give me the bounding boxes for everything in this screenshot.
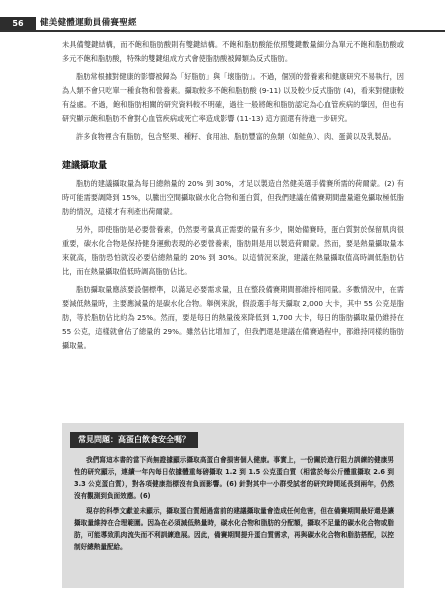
- body-paragraph: 許多食物裡含有脂肪，包含堅果、種籽、食用油、脂肪豐富的魚類（如鮭魚）、肉、蛋黃以及乳製品。: [76, 132, 396, 141]
- faq-body: [62, 448, 404, 553]
- page-number: 56: [0, 17, 36, 30]
- faq-box: [62, 423, 404, 588]
- body-paragraph: 脂肪常根據對健康的影響被歸為「好脂肪」與「壞脂肪」。不過，個別的營養素和健康研究不易執行，因為人類不會只吃單一種食物和營養素。攝取較多不飽和脂肪酸 (9-11) 以及較少反式脂肪 (4)，看來對健康較有益處。不過，飽和脂肪相關的研究資料較不明確，過往一般將飽和脂肪認定為心血管疾病的肇因，但也有研究顯示飽和脂肪不會對心血管疾病或死亡率造成影響 (11-13) 這方面還有待進一步研究。: [62, 72, 404, 123]
- page-header: [0, 0, 445, 30]
- faq-title: 常見問題：高蛋白飲食安全嗎？: [70, 432, 198, 448]
- body-text: [62, 38, 404, 353]
- section-paragraph: 脂肪的建議攝取量為每日總熱量的 20% 到 30%，才足以製造自然健美選手備賽所需的荷爾蒙。(2) 有時可能需要調降到 15%，以騰出空間攝取碳水化合物和蛋白質，但我們建議在備賽期間盡量避免攝取極低脂肪的情況，這樣才有利產出荷爾蒙。: [62, 179, 404, 216]
- faq-paragraph: 現存的科學文獻並未顯示，攝取蛋白質超過當前的建議攝取量會造成任何危害，但在備賽期間最好還是讓攝取量維持在合理範圍。因為在必須減低熱量時，碳水化合物和脂肪的分配額，攝取不足量的碳水化合物或脂肪，可能導致肌肉流失而不利訓練進展。因此，備賽期間提升蛋白質需求，再與碳水化合物和脂肪搭配，以控制好總熱量配給。: [74, 507, 394, 551]
- body-paragraph: 未具備雙鍵結構，而不飽和脂肪酸則有雙鍵結構。不飽和脂肪酸能依照雙鍵數量細分為單元不飽和脂肪酸或多元不飽和脂肪酸，特殊的雙鍵組成方式會使脂肪酸被歸類為反式脂肪。: [62, 40, 404, 63]
- running-title: 健美健體運動員備賽聖經: [40, 18, 137, 28]
- section-paragraph: 脂肪攝取量應該要設個標準，以滿足必要需求量，且在整段備賽期間都維持相同量。多數情況中，在需要減低熱量時，主要應減量的是碳水化合物。舉例來說，假設選手每天攝取 2,000 大卡，其中 55 公克是脂肪，等於脂肪佔比約為 25%。然而，要是每日的熱量後來降低到 1,700 大卡，每日的脂肪攝取量仍維持在 55 公克，這樣就會佔了總量的 29%。雖然佔比增加了，但我們還是建議在備賽過程中，都維持同樣的脂肪攝取量。: [62, 285, 404, 350]
- section-title: 建議攝取量: [62, 161, 108, 171]
- header-rule: [0, 30, 445, 32]
- section-paragraph: 另外，即使脂肪是必要營養素，仍然要考量真正需要的量有多少，開始備賽時，蛋白質對於保留肌肉很重要，碳水化合物是保持健身運動表現的必要營養素，脂肪則是用以製造荷爾蒙。然而，要是熱量攝取量本來就高，脂肪恐怕就沒必要佔總熱量的 20% 到 30%。以這情況來說，建議在熱量攝取值高時調低脂肪佔比，而在熱量攝取值低時調高脂肪佔比。: [62, 225, 404, 276]
- faq-paragraph: 我們寫這本書的當下尚無證據顯示攝取高蛋白會損害個人健康。事實上，一份關於進行阻力訓練的健康男性的研究顯示，連續一年內每日依據體重每磅攝取 1.2 到 1.5 公克蛋白質（相當於每公斤體重攝取 2.6 到 3.3 公克蛋白質），對各項健康指標沒有負面影響。(6) 針對其中一小群受試者的研究時間延長到兩年，仍然沒有觀測到負面效應。(6): [74, 456, 394, 500]
